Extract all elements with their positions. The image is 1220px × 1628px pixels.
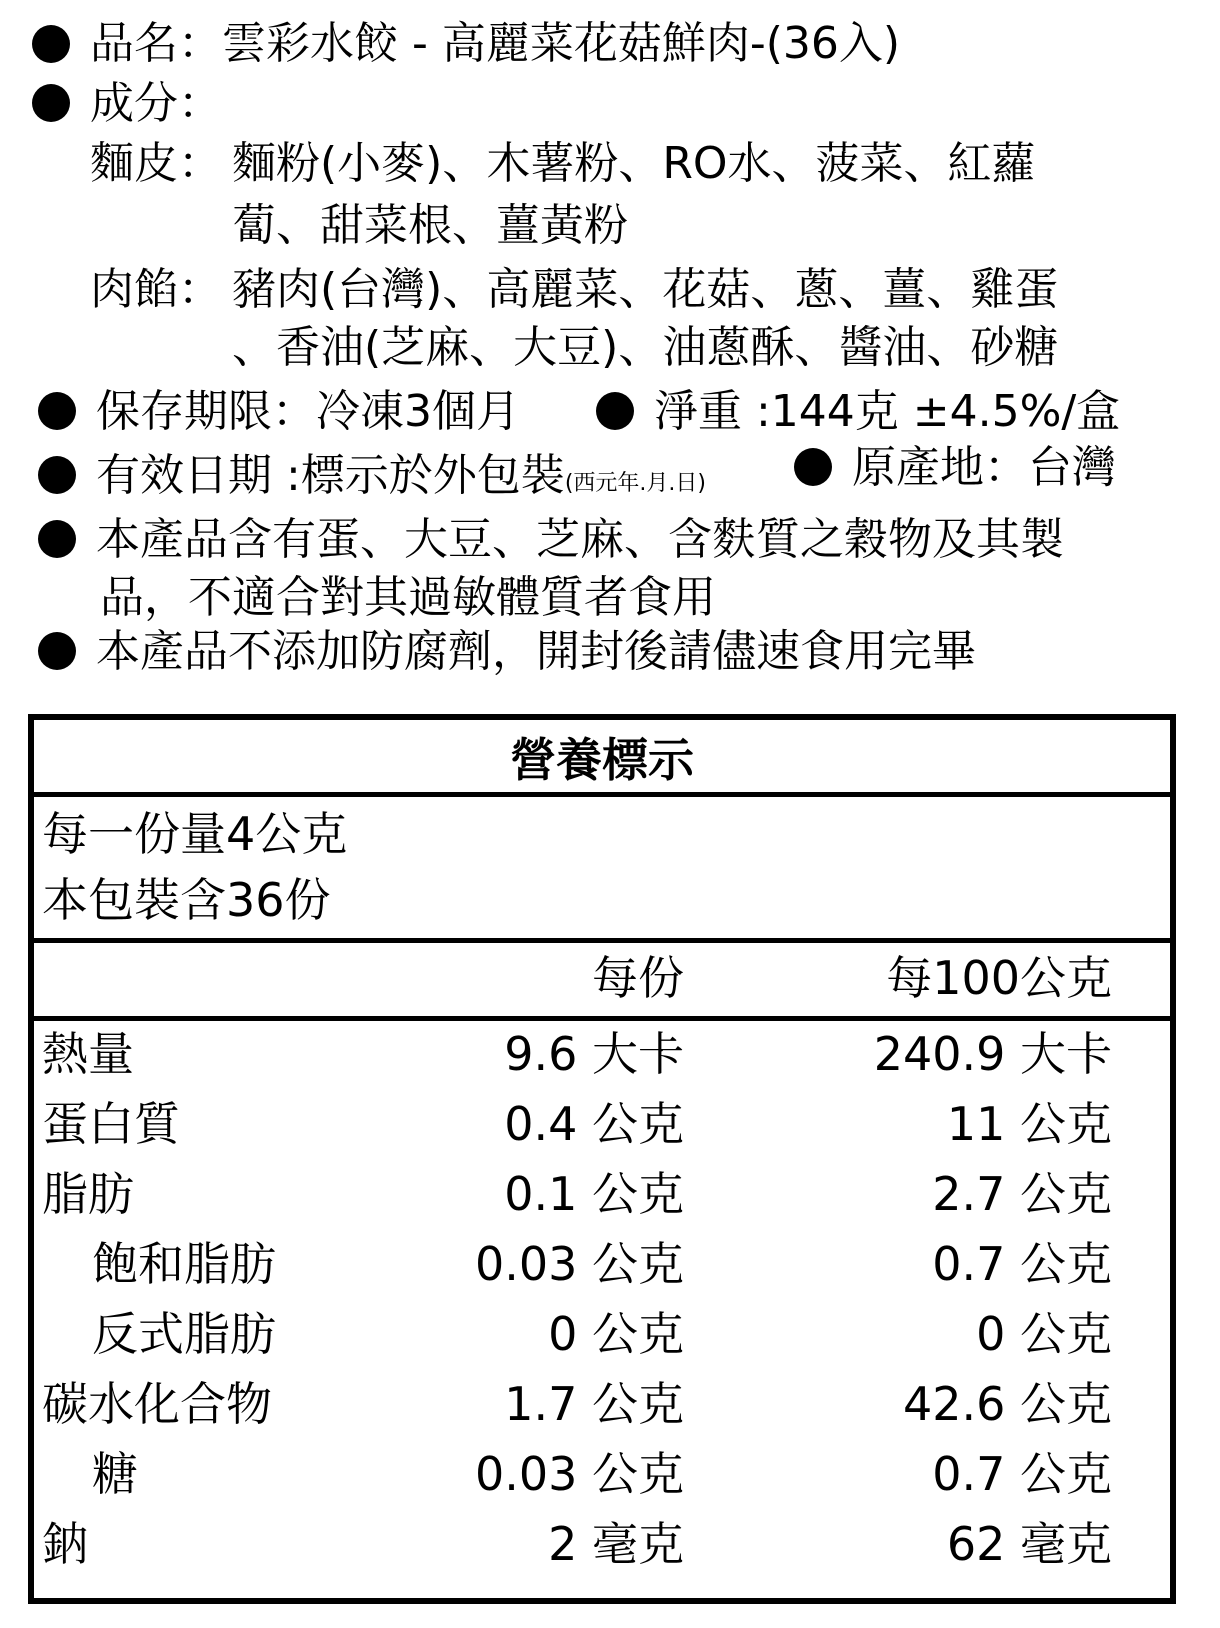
bullet-dot: [596, 392, 634, 430]
divider: [34, 792, 1170, 797]
nutrient-per-100g: 0.7 公克: [932, 1237, 1112, 1291]
nutrient-per-100g: 0.7 公克: [932, 1447, 1112, 1501]
skin-line-1: 麵粉(小麥)、木薯粉、RO水、菠菜、紅蘿: [232, 138, 1036, 189]
nutrient-per-serving: 9.6 大卡: [504, 1027, 684, 1081]
nutrient-per-100g: 62 毫克: [946, 1517, 1112, 1571]
nutrient-per-100g: 42.6 公克: [902, 1377, 1112, 1431]
nutrient-name: 飽和脂肪: [92, 1237, 276, 1291]
skin-line-2: 蔔、甜菜根、薑黃粉: [232, 200, 628, 251]
origin: 原產地：台灣: [852, 442, 1116, 493]
nutrient-per-100g: 11 公克: [946, 1097, 1112, 1151]
filling-label: 肉餡：: [90, 264, 222, 315]
serving-size: 每一份量4公克: [42, 807, 348, 861]
ingredients-heading: 成分：: [90, 78, 222, 129]
product-name-value: 雲彩水餃 - 高麗菜花菇鮮肉-(36入): [222, 18, 901, 69]
nutrient-name: 反式脂肪: [92, 1307, 276, 1361]
nutrient-name: 脂肪: [42, 1167, 134, 1221]
nutrient-name: 蛋白質: [42, 1097, 180, 1151]
nutrient-per-serving: 0.03 公克: [474, 1447, 684, 1501]
bullet-dot: [32, 84, 70, 122]
filling-line-2: 、香油(芝麻、大豆)、油蔥酥、醬油、砂糖: [232, 322, 1059, 373]
expiry-line: [96, 448, 706, 512]
nutrient-per-serving: 0.1 公克: [504, 1167, 684, 1221]
bullet-dot: [38, 456, 76, 494]
nutrient-per-serving: 2 毫克: [548, 1517, 684, 1571]
bullet-dot: [38, 392, 76, 430]
product-name-label: 品名：: [90, 18, 222, 69]
nutrient-name: 鈉: [42, 1517, 88, 1571]
bullet-dot: [38, 520, 76, 558]
servings-per-pack: 本包裝含36份: [42, 873, 331, 927]
nutrition-title: 營養標示: [510, 733, 694, 787]
nutrient-per-100g: 0 公克: [976, 1307, 1112, 1361]
shelf-life: 保存期限：冷凍3個月: [96, 386, 520, 437]
nutrient-per-100g: 2.7 公克: [932, 1167, 1112, 1221]
nutrient-name: 糖: [92, 1447, 138, 1501]
column-per-100g: 每100公克: [886, 951, 1112, 1005]
expiry-note: (西元年.月.日): [564, 471, 706, 496]
nutrient-per-serving: 1.7 公克: [504, 1377, 684, 1431]
nutrient-name: 碳水化合物: [42, 1377, 272, 1431]
preservative-notice: 本產品不添加防腐劑，開封後請儘速食用完畢: [96, 626, 976, 677]
column-per-serving: 每份: [592, 951, 684, 1005]
divider: [34, 938, 1170, 943]
nutrition-panel: [28, 714, 1176, 1604]
allergen-line-1: 本產品含有蛋、大豆、芝麻、含麩質之穀物及其製: [96, 514, 1064, 565]
nutrient-per-serving: 0.4 公克: [504, 1097, 684, 1151]
expiry-label: 有效日期 :標示於外包裝: [96, 450, 565, 501]
bullet-dot: [794, 448, 832, 486]
bullet-dot: [32, 25, 70, 63]
nutrient-per-serving: 0.03 公克: [474, 1237, 684, 1291]
nutrient-per-100g: 240.9 大卡: [873, 1027, 1112, 1081]
net-weight: 淨重 :144克 ±4.5%/盒: [654, 386, 1121, 437]
skin-label: 麵皮：: [90, 138, 222, 189]
allergen-line-2: 品，不適合對其過敏體質者食用: [100, 572, 716, 623]
divider: [34, 1016, 1170, 1021]
nutrient-per-serving: 0 公克: [548, 1307, 684, 1361]
nutrient-name: 熱量: [42, 1027, 134, 1081]
product-name-line: [90, 16, 900, 72]
filling-line-1: 豬肉(台灣)、高麗菜、花菇、蔥、薑、雞蛋: [232, 264, 1059, 315]
bullet-dot: [38, 632, 76, 670]
